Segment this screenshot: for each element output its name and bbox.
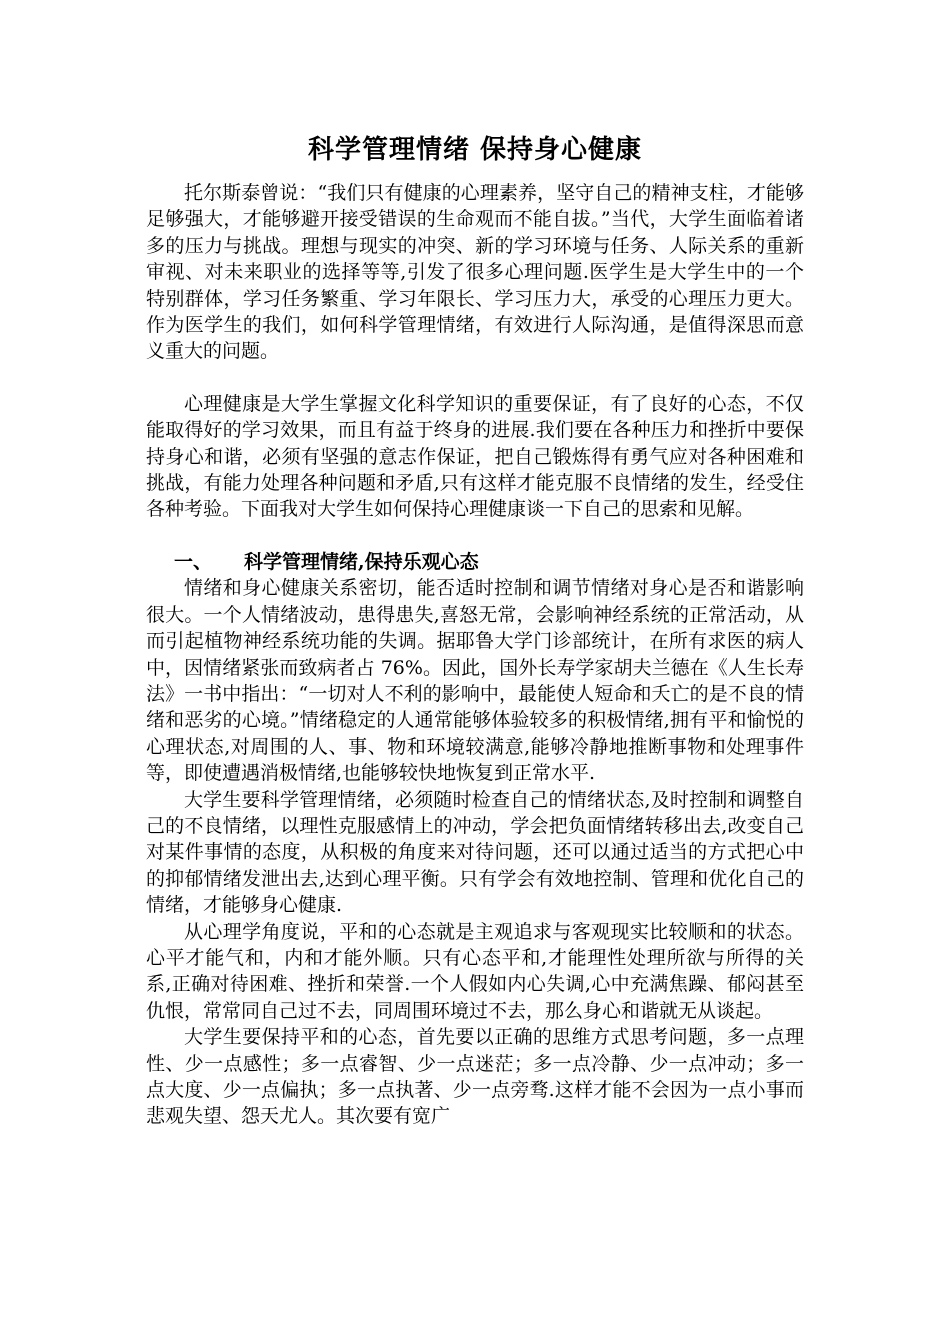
section-1-paragraph-3: 从心理学角度说，平和的心态就是主观追求与客观现实比较顺和的状态。心平才能气和，内和才能外顺。只有心态平和,才能理性处理所欲与所得的关系,正确对待困难、挫折和荣誉.一个人假如内心失调,心中充满焦躁、郁闷甚至仇恨，常常同自己过不去，同周围环境过不去，那么身心和谐就无从谈起。 <box>146 920 804 1022</box>
section-1-number: 一、 <box>174 550 213 573</box>
section-1-paragraph-4: 大学生要保持平和的心态，首先要以正确的思维方式思考问题，多一点理性、少一点感性；多一点睿智、少一点迷茫；多一点冷静、少一点冲动；多一点大度、少一点偏执；多一点执著、少一点旁骛.这样才能不会因为一点小事而悲观失望、怨天尤人。其次要有宽广 <box>146 1026 804 1128</box>
paragraph-spacer <box>146 365 804 391</box>
document-page <box>146 126 804 1130</box>
document-title: 科学管理情绪 保持身心健康 <box>307 135 643 165</box>
section-1-heading <box>146 549 804 575</box>
section-1-paragraph-1: 情绪和身心健康关系密切，能否适时控制和调节情绪对身心是否和谐影响很大。一个人情绪波动，患得患失,喜怒无常，会影响神经系统的正常活动，从而引起植物神经系统功能的失调。据耶鲁大学门诊部统计，在所有求医的病人中，因情绪紧张而致病者占 76%。因此，国外长寿学家胡夫兰德在《人生长寿法》一书中指出：“一切对人不利的影响中，最能使人短命和夭亡的是不良的情绪和恶劣的心境。”情绪稳定的人通常能够体验较多的积极情绪,拥有平和愉悦的心理状态,对周围的人、事、物和环境较满意,能够冷静地推断事物和处理事件等，即使遭遇消极情绪,也能够较快地恢复到正常水平. <box>146 577 804 785</box>
section-1-paragraph-2: 大学生要科学管理情绪，必须随时检查自己的情绪状态,及时控制和调整自己的不良情绪，以理性克服感情上的冲动，学会把负面情绪转移出去,改变自己对某件事情的态度，从积极的角度来对待问题，还可以通过适当的方式把心中的抑郁情绪发泄出去,达到心理平衡。只有学会有效地控制、管理和优化自己的情绪，才能够身心健康. <box>146 788 804 917</box>
paragraph-spacer <box>146 523 804 549</box>
intro-paragraph-2: 心理健康是大学生掌握文化科学知识的重要保证，有了良好的心态，不仅能取得好的学习效果，而且有益于终身的进展.我们要在各种压力和挫折中要保持身心和谐，必须有坚强的意志作保证，把自己锻炼得有勇气应对各种困难和挑战，有能力处理各种问题和矛盾,只有这样才能克服不良情绪的发生，经受住各种考验。下面我对大学生如何保持心理健康谈一下自己的思索和见解。 <box>146 392 804 521</box>
intro-paragraph-1: 托尔斯泰曾说：“我们只有健康的心理素养，坚守自己的精神支柱，才能够足够强大，才能够避开接受错误的生命观而不能自拔。”当代，大学生面临着诸多的压力与挑战。理想与现实的冲突、新的学习环境与任务、人际关系的重新审视、对未来职业的选择等等,引发了很多心理问题.医学生是大学生中的一个特别群体，学习任务繁重、学习年限长、学习压力大，承受的心理压力更大。作为医学生的我们，如何科学管理情绪，有效进行人际沟通，是值得深思而意义重大的问题。 <box>146 182 804 363</box>
section-1-title: 科学管理情绪,保持乐观心态 <box>244 550 479 573</box>
